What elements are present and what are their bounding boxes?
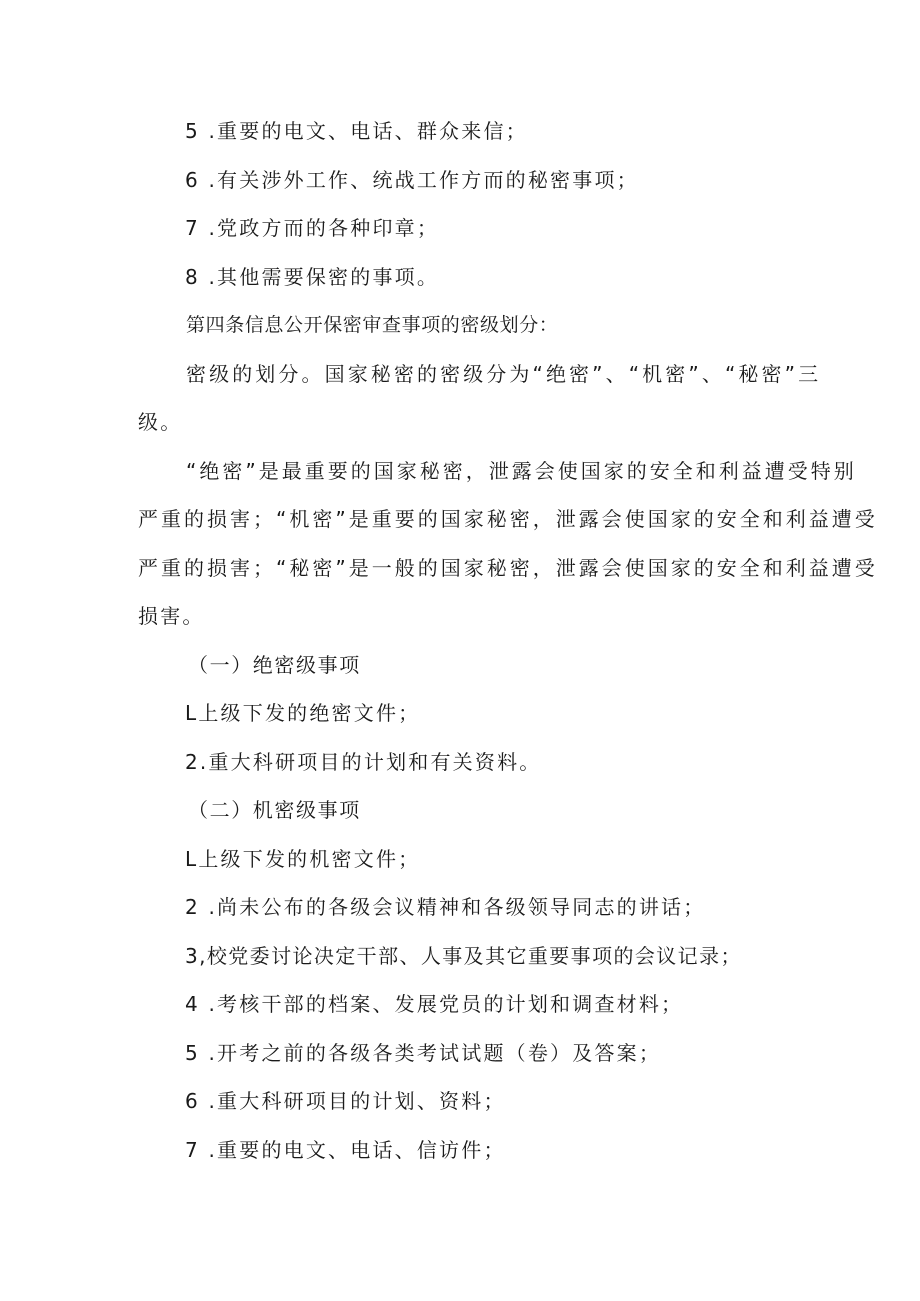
- confidential-item-1: L上级下发的机密文件；: [185, 847, 421, 871]
- list-item-7-seals: 7 .党政方而的各种印章；: [185, 216, 440, 240]
- list-item-8-other: 8 .其他需要保密的事项。: [185, 265, 440, 289]
- confidential-item-3: 3,校党委讨论决定干部、人事及其它重要事项的会议记录；: [185, 944, 742, 968]
- definition-paragraph-line-2: 严重的损害；“机密”是重要的国家秘密，泄露会使国家的安全和利益遭受: [138, 507, 878, 531]
- definition-paragraph-line-3: 严重的损害；“秘密”是一般的国家秘密，泄露会使国家的安全和利益遭受: [138, 556, 878, 580]
- confidential-item-6: 6 .重大科研项目的计划、资料；: [185, 1089, 506, 1113]
- confidential-item-5: 5 .开考之前的各级各类考试试题（卷）及答案；: [185, 1041, 662, 1065]
- list-item-6-foreign-affairs: 6 .有关涉外工作、统战工作方而的秘密事项；: [185, 168, 639, 192]
- top-secret-item-1: L上级下发的绝密文件；: [185, 701, 421, 725]
- confidential-item-4: 4 .考核干部的档案、发展党员的计划和调查材料；: [185, 992, 684, 1016]
- section-top-secret-heading: （一）绝密级事项: [188, 653, 361, 677]
- classification-paragraph-line-2: 级。: [138, 410, 183, 434]
- list-item-5-telegrams: 5 .重要的电文、电话、群众来信；: [185, 119, 528, 143]
- definition-paragraph-line-1: “绝密”是最重要的国家秘密，泄露会使国家的安全和利益遭受特别: [186, 459, 857, 483]
- confidential-item-2: 2 .尚未公布的各级会议精神和各级领导同志的讲话；: [185, 895, 706, 919]
- confidential-item-7: 7 .重要的电文、电话、信访件；: [185, 1138, 506, 1162]
- article-4-heading: 第四条信息公开保密审查事项的密级划分：: [186, 314, 559, 336]
- classification-paragraph-line-1: 密级的划分。国家秘密的密级分为“绝密”、“机密”、“秘密”三: [186, 362, 822, 386]
- section-confidential-heading: （二）机密级事项: [188, 798, 361, 822]
- top-secret-item-2: 2.重大科研项目的计划和有关资料。: [185, 750, 542, 774]
- definition-paragraph-line-4: 损害。: [138, 604, 205, 628]
